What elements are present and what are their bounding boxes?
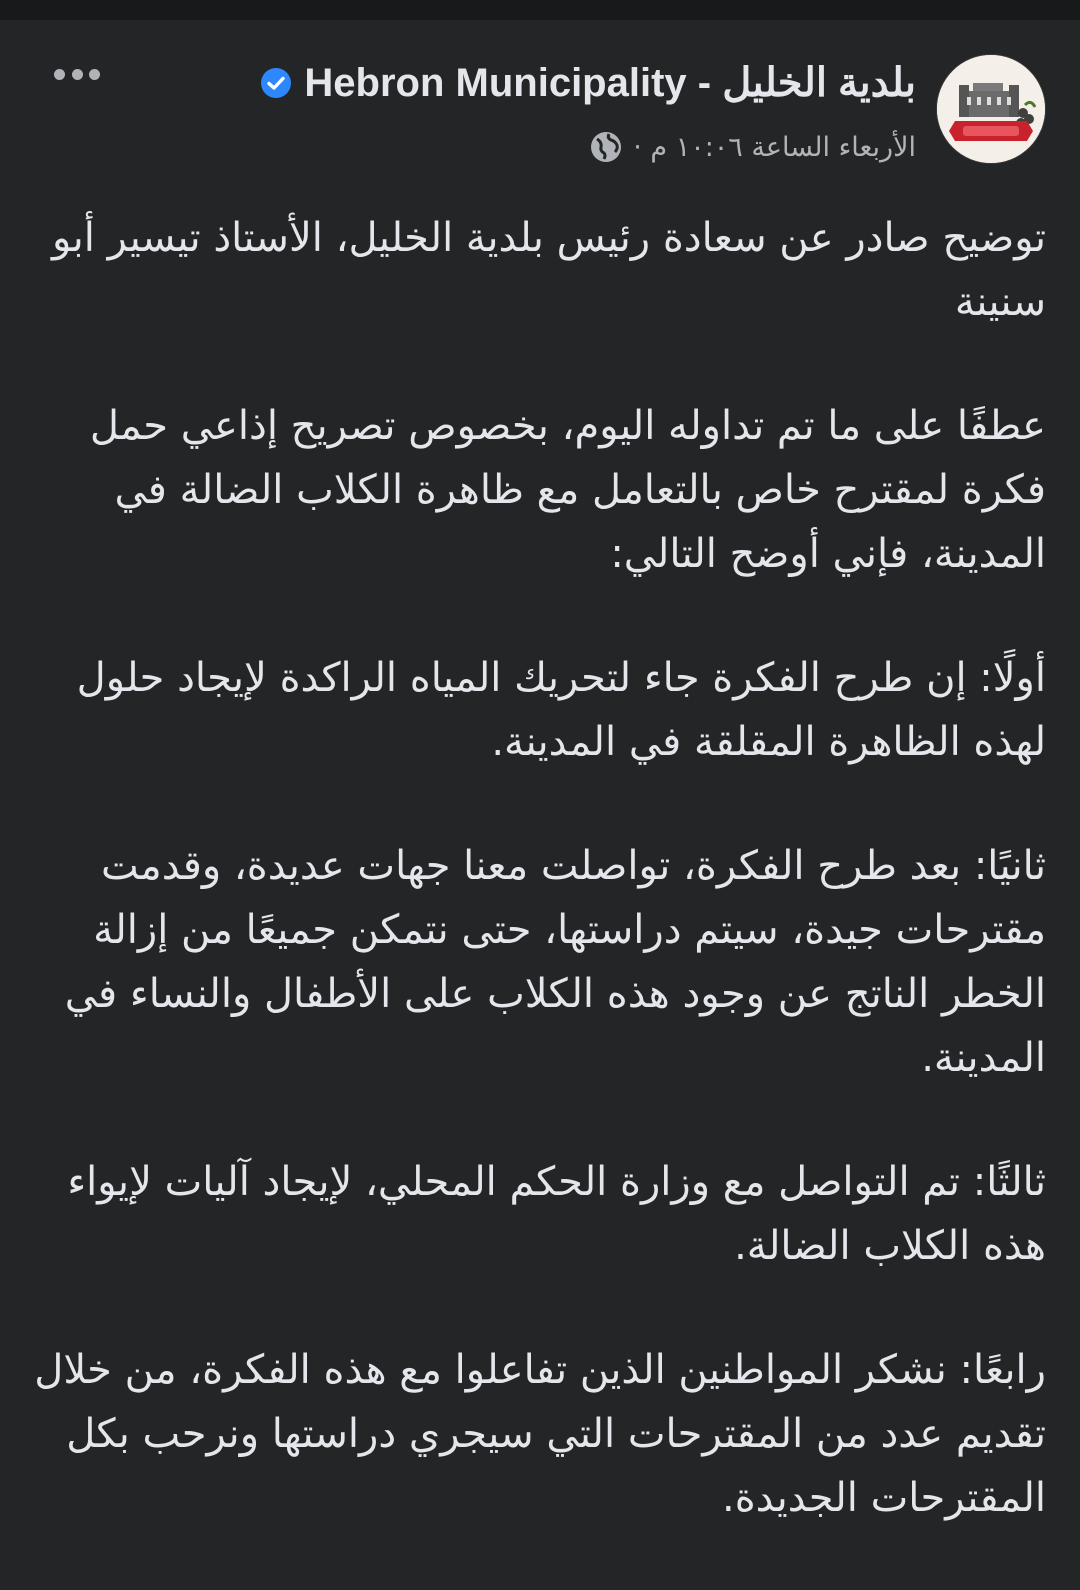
post-author [260, 60, 916, 106]
post-text [34, 206, 1046, 1590]
post-timestamp[interactable]: الأربعاء الساعة ١٠:٠٦ م · [633, 131, 916, 163]
post-paragraph-first: أولًا: إن طرح الفكرة جاء لتحريك المياه الراكدة لإيجاد حلول لهذه الظاهرة المقلقة في المدينة. [76, 655, 1046, 765]
post-meta [589, 130, 916, 164]
avatar[interactable] [936, 54, 1046, 164]
post-paragraph-intro: عطفًا على ما تم تداوله اليوم، بخصوص تصريح إذاعي حمل فكرة لمقترح خاص بالتعامل مع ظاهرة الكلاب الضالة في المدينة، فإني أوضح التالي: [89, 403, 1046, 577]
post-paragraph-title: توضيح صادر عن سعادة رئيس بلدية الخليل، الأستاذ تيسير أبو سنينة [51, 215, 1046, 325]
post-paragraph-second: ثانيًا: بعد طرح الفكرة، تواصلت معنا جهات عديدة، وقدمت مقترحات جيدة، سيتم دراستها، حتى نتمكن جميعًا من إزالة الخطر الناتج عن وجود هذه الكلاب على الأطفال والنساء في المدينة. [64, 843, 1046, 1081]
post-paragraph-fourth: رابعًا: نشكر المواطنين الذين تفاعلوا مع هذه الفكرة، من خلال تقديم عدد من المقترحات التي سيجري دراستها ونرحب بكل المقترحات الجديدة. [34, 1347, 1046, 1521]
more-options-icon[interactable] [54, 64, 100, 84]
post-header [40, 52, 1046, 172]
post-paragraph-third: ثالثًا: تم التواصل مع وزارة الحكم المحلي، لإيجاد آليات لإيواء هذه الكلاب الضالة. [67, 1159, 1046, 1269]
globe-icon[interactable] [589, 130, 623, 164]
page-name[interactable]: Hebron Municipality - بلدية الخليل [304, 61, 916, 105]
municipality-logo [937, 55, 1045, 163]
status-bar [0, 0, 1080, 20]
verified-badge-icon [260, 67, 292, 99]
